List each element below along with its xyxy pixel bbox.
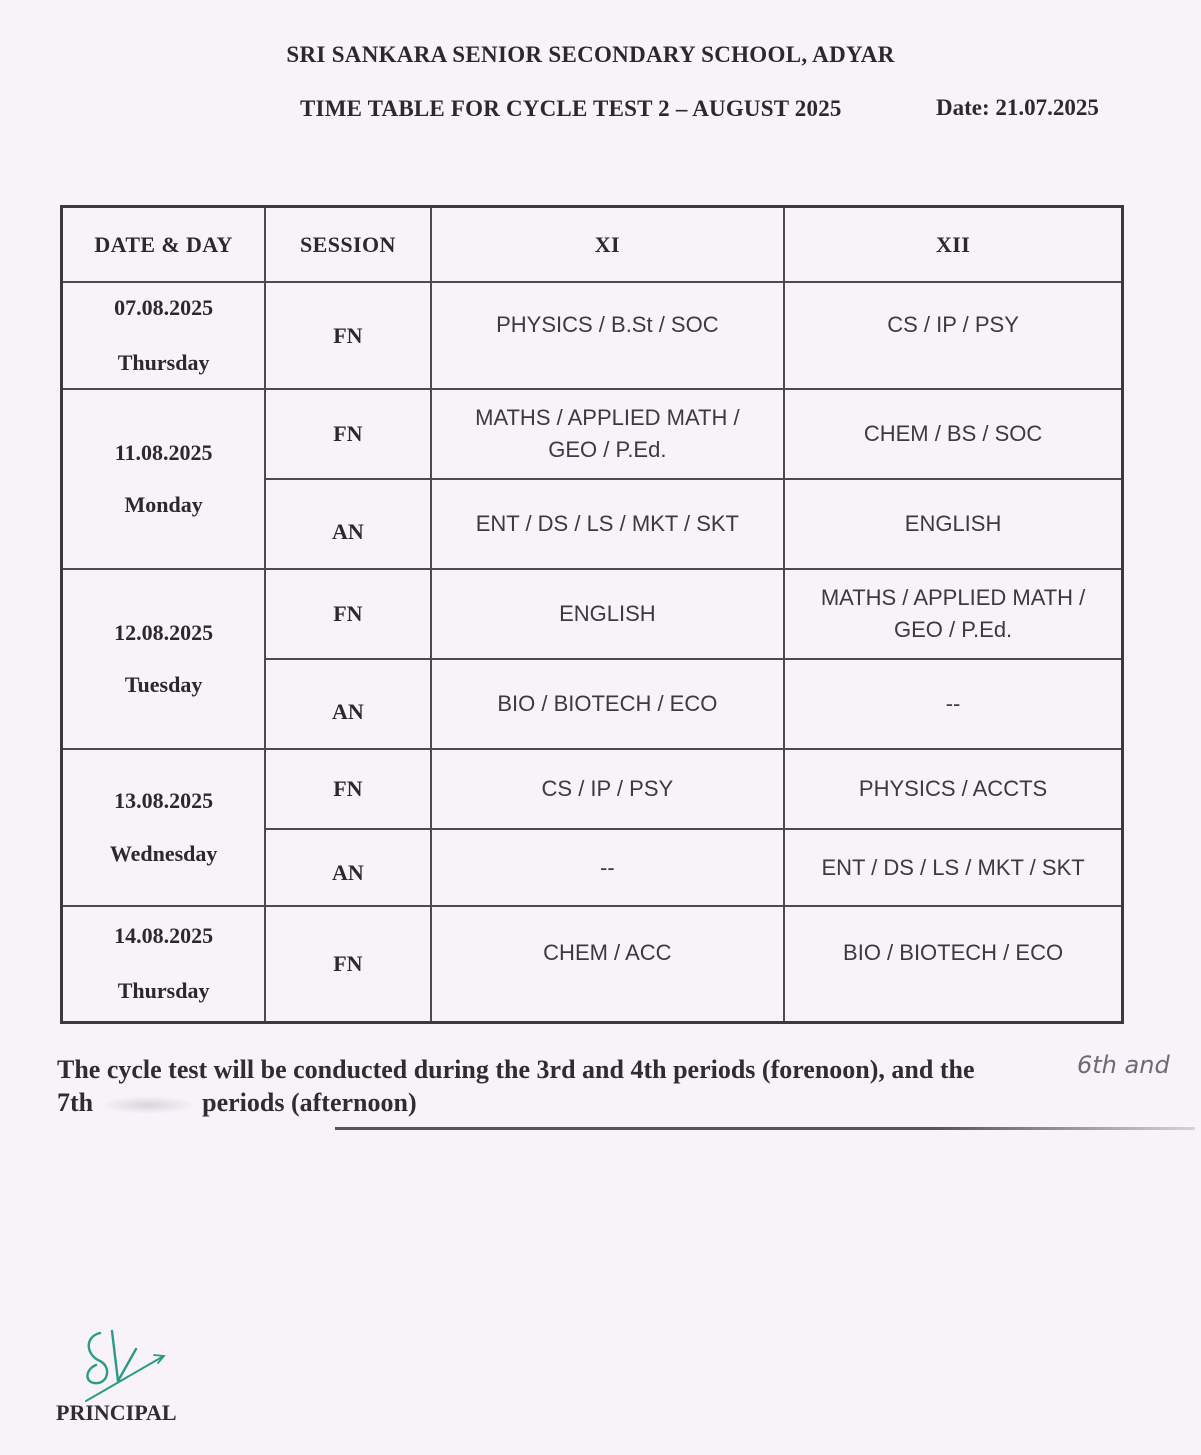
header-date-day: DATE & DAY [62, 207, 266, 283]
exam-day: Thursday [117, 349, 210, 375]
table-row [62, 569, 1123, 659]
xi-subjects-cell: -- [431, 829, 785, 906]
exam-day: Tuesday [124, 672, 203, 697]
exam-day: Wednesday [109, 840, 218, 866]
table-row [62, 389, 1123, 479]
erased-text-smudge [100, 1096, 196, 1114]
session-cell: FN [265, 749, 430, 829]
table-row [62, 906, 1123, 1022]
handwritten-annotation: 6th and [1077, 1051, 1170, 1079]
note-line-2-end: periods (afternoon) [202, 1088, 417, 1117]
principal-label: PRINCIPAL [56, 1400, 177, 1425]
header-session: SESSION [265, 207, 430, 283]
date-day-cell [62, 389, 266, 569]
exam-date: 12.08.2025 [114, 619, 214, 645]
xii-subjects-cell: ENT / DS / LS / MKT / SKT [784, 829, 1122, 906]
date-day-cell [62, 906, 266, 1022]
xii-subjects-cell: MATHS / APPLIED MATH / GEO / P.Ed. [784, 569, 1122, 659]
date-day-cell [62, 282, 266, 389]
exam-date: 13.08.2025 [114, 788, 214, 814]
xi-subjects-cell: MATHS / APPLIED MATH / GEO / P.Ed. [431, 389, 785, 479]
session-cell: AN [265, 829, 430, 906]
date-day-cell [62, 569, 266, 749]
document-date: Date: 21.07.2025 [936, 95, 1099, 120]
xi-subjects-cell: ENT / DS / LS / MKT / SKT [431, 479, 785, 569]
session-cell: FN [265, 569, 430, 659]
xi-subjects-cell: CS / IP / PSY [431, 749, 785, 829]
exam-date: 11.08.2025 [114, 439, 213, 465]
xii-subjects-cell: -- [784, 659, 1122, 749]
session-cell: AN [265, 659, 430, 749]
xii-subjects-cell: CHEM / BS / SOC [784, 389, 1122, 479]
xi-subjects-cell: PHYSICS / B.St / SOC [431, 282, 785, 389]
date-day-cell [62, 749, 266, 906]
session-cell: AN [265, 479, 430, 569]
header-class-xii: XII [784, 207, 1122, 283]
session-cell: FN [265, 906, 430, 1022]
timetable-title: TIME TABLE FOR CYCLE TEST 2 – AUGUST 2025 [300, 96, 842, 121]
session-cell: FN [265, 389, 430, 479]
note-line-2-start: 7th [57, 1088, 94, 1117]
principal-signature [78, 1325, 173, 1405]
exam-date: 07.08.2025 [114, 295, 214, 321]
table-row [62, 749, 1123, 829]
divider-line [335, 1127, 1195, 1130]
xii-subjects-cell: ENGLISH [784, 479, 1122, 569]
exam-day: Monday [124, 492, 203, 517]
exam-day: Thursday [117, 977, 210, 1003]
xi-subjects-cell: BIO / BIOTECH / ECO [431, 659, 785, 749]
school-name: SRI SANKARA SENIOR SECONDARY SCHOOL, ADYAR [286, 42, 895, 67]
note-line-1: The cycle test will be conducted during the 3rd and 4th periods (forenoon), and the [57, 1055, 975, 1084]
xi-subjects-cell: CHEM / ACC [431, 906, 785, 1022]
exam-date: 14.08.2025 [114, 923, 214, 949]
xii-subjects-cell: BIO / BIOTECH / ECO [784, 906, 1122, 1022]
timetable-header-row [62, 207, 1123, 283]
xii-subjects-cell: PHYSICS / ACCTS [784, 749, 1122, 829]
xi-subjects-cell: ENGLISH [431, 569, 785, 659]
session-cell: FN [265, 282, 430, 389]
exam-note [57, 1051, 1170, 1119]
table-row [62, 282, 1123, 389]
header-class-xi: XI [431, 207, 785, 283]
timetable [60, 205, 1124, 1024]
xii-subjects-cell: CS / IP / PSY [784, 282, 1122, 389]
